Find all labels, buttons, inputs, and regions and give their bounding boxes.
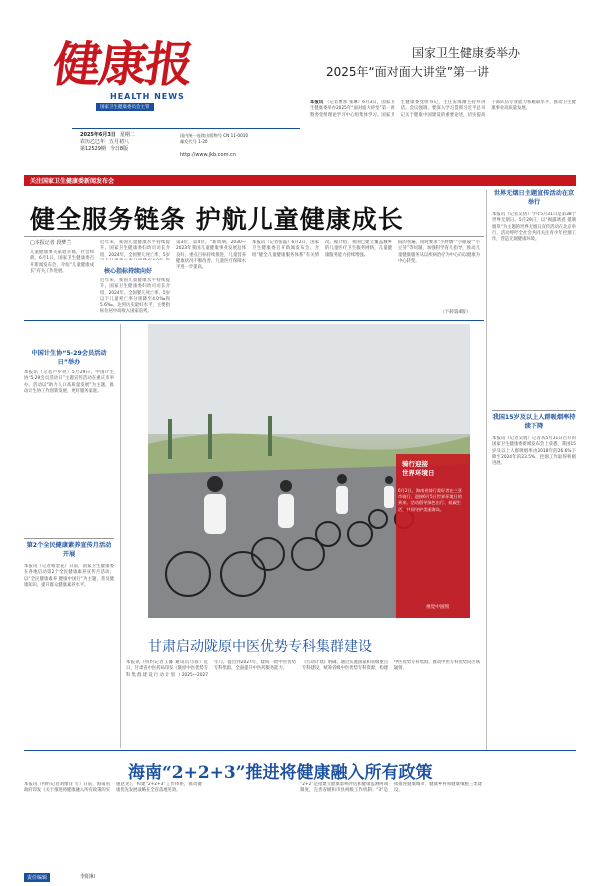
photo-caption-head-2: 世界环境日: [402, 469, 435, 477]
issue-weekday: 星期二: [119, 132, 135, 138]
top-right-body: [310, 100, 576, 166]
mid-story-headline: 甘肃启动陇原中医优势专科集群建设: [148, 639, 372, 655]
photo-caption-head-1: 骑行迎接: [402, 460, 428, 468]
postal-code: 邮发代号 1-20: [180, 139, 208, 145]
banner-col-e: 院的普遍。同时要求“小胖墩”“小眼镜”“小豆芽”等问题，加强科学育儿指导，推动儿童健康服务从以疾病治疗为中心向以健康为中心转变。: [398, 240, 480, 264]
left-column-rule: [120, 324, 121, 748]
banner-byline: □本报记者 段梦兰: [30, 240, 72, 246]
lunar-day: 五月初八: [109, 139, 130, 145]
section-label: 关注国家卫生健康委新闻发布会: [30, 178, 115, 185]
right-body-1: 本报讯（记者吴倩）今年5月31日是第38个世界无烟日。5月29日，以“揭露诱惑 抵制烟草”为主题的世界无烟日宣传活动在北京举行。活动呼吁全社会共同关注青少年控烟工作，营造无烟健康环境。: [492, 212, 576, 243]
right-head-1: 世界无烟日主题宣传活动在京举行: [493, 190, 575, 206]
right-head-2: 我国15岁及以上人群吸烟率持续下降: [492, 414, 576, 430]
right-divider: [492, 410, 576, 411]
left-body-2: 本报讯（记者杨金花）日前，国家卫生健康委在各地启动第2个全民健康素养宣传月活动，以“全民健康素养 健康中国行”为主题，普及健康知识，提升群众健康素养水平。: [24, 564, 114, 588]
headline-rule: [24, 236, 484, 237]
mid-bottom-rule: [24, 750, 576, 751]
left-head-1: 中国计生协“5·29会员活动日”举办: [31, 350, 107, 366]
left-divider: [24, 538, 114, 539]
top-right-headline-line2: 2025年“面对面大讲堂”第一讲: [326, 65, 489, 79]
masthead-subtitle: 国家卫生健康委员会主管: [96, 103, 154, 111]
bottom-story-body-2: “2+2”是指建立健康影响评估和健康监测两项制度，完善省级和市县两级工作机制；“3”是指推进健康城市、健康乡村和健康细胞三类建设。: [300, 782, 482, 794]
banner-bottom-rule: [24, 320, 484, 321]
issue-number: 第12529期: [80, 146, 106, 152]
issue-date: 2025年6月3日: [80, 132, 116, 138]
photo-caption: 6月2日，海南省骑行爱好者在三亚市骑行，迎接6月5日世界环境日的到来。活动倡导绿色出行、低碳生活，共同守护美丽海岛。: [398, 488, 462, 512]
right-column-rule: [486, 190, 487, 750]
page-count: 今日8版: [109, 146, 129, 152]
photo-credit: 视觉中国图: [426, 605, 449, 610]
photo-caption-head: [402, 460, 435, 478]
banner-col-b2: 近年来，我国儿童健康水平持续提升。国家卫生健康委妇幼司司长介绍，2024年，全国婴儿死亡率、5岁以下儿童死亡率分别降至4.0‰和5.6‰，达到历史最好水平，主要指标位居中高收入国家前列。: [100, 278, 170, 315]
top-right-headline-line1: 国家卫生健康委举办: [411, 46, 520, 60]
top-right-text: （记者曹蕾 张琳）6月3日，国家卫生健康委举办2025年“面对面大讲堂”第一讲暨委党组理论学习中心组集体学习。国家卫生健康委党组书记、主任雷海潮主持并讲话。会议强调，要深入学习贯彻习近平总书记关于健康中国建设的重要论述，切实提高干部队伍专业能力和履职水平，推动卫生健康事业高质量发展。: [310, 100, 576, 118]
masthead-rule: [72, 128, 300, 129]
footer-editor-name: 李阳和: [80, 874, 96, 880]
mid-story-body-2: 《行动计划》明确，通过实施国家和省级重点专科建设，统筹省级中医优势专科资源，构建中医优势专科集群，推动中医专科优势向区域辐射。: [302, 660, 480, 672]
banner-col-b: 近年来，我国儿童健康水平持续提升。国家卫生健康委妇幼司司长介绍，2024年，全国婴儿死亡率、5岁: [100, 240, 170, 258]
banner-col-d: 本报讯（记者张磊）6月2日，国家卫生健康委召开新闻发布会，介绍“健全儿童健康服务体系”有关情况。据介绍，我国已建立覆盖城乡的儿童医疗卫生服务网络，儿童健康服务能力持续增强。: [252, 240, 392, 258]
cn-number: 国内统一连续出版物号 CN 11-0010: [180, 133, 249, 138]
bottom-story-body-1: 本报讯（特约记者刘维洋 专）日前，海南省政府印发《关于推进将健康融入所有政策的实施意见》，构建“2+2+3”工作体系，推动健康优先发展战略在全省落地见效。: [24, 782, 202, 794]
bottom-story-headline: 海南“2+2+3”推进将健康融入所有政策: [128, 763, 433, 783]
banner-lead: 儿童健康事关家庭幸福、社会和谐。6月1日，国家卫生健康委召开新闻发布会，介绍“儿童健康成长”有关工作进展。: [30, 250, 94, 274]
footer-editor-label: 责任编辑: [24, 873, 50, 882]
masthead-english: HEALTH NEWS: [110, 92, 185, 101]
mid-story-body-1: 本报讯（特约记者王馨 通讯员马蓉）近日，甘肃省中医药局印发《陇原中医优势专科集群建设行动计划（2025—2027年）》，提出到2027年，建成一批中医优势专科集群，全面提升中医药服务能力。: [126, 660, 296, 678]
banner-col-c: 第3位，第4位。“新周期，2030—2023年我国儿童健康事业发展总体良好，重点目标持续推进，儿童营养健康状况不断改善，儿童医疗保障水平进一步提高。: [176, 240, 246, 271]
banner-headline: 健全服务链条 护航儿童健康成长: [30, 205, 404, 234]
publication-codes: [180, 133, 290, 145]
right-body-2: 本报讯（记者吴倩）记者从5月31日召开的国家卫生健康委新闻发布会上获悉，我国15岁及以上人群吸烟率由2018年的26.6%下降至2024年的23.5%，控烟工作取得积极进展。: [492, 436, 576, 467]
banner-continued: （下转第4版）: [440, 310, 471, 315]
masthead-title: 健康报: [49, 37, 196, 93]
left-head-2: 第2个全民健康素养宣传月活动开展: [26, 542, 112, 558]
left-body-1: 本报讯（记者卢步亮）5月29日，中国计生协“5·29会员活动日”主题宣传活动在重庆市举办。活动以“助力人口高质量发展”为主题，推动计生协工作创新发展，更好服务家庭。: [24, 370, 114, 394]
banner-subhead: 核心指标持续向好: [104, 268, 153, 275]
lunar-year: 农历乙巳年: [80, 139, 106, 145]
top-right-byline: 本报讯: [310, 100, 324, 105]
top-right-headline: [326, 44, 566, 82]
website-link[interactable]: http://www.jkb.com.cn: [180, 152, 236, 158]
